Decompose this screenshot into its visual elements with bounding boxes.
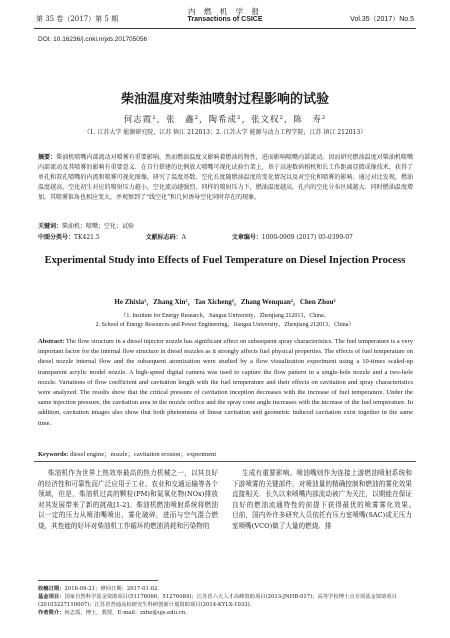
abstract-en-text: The flow structure in a diesel injector nozzle has significant effect on subsequent spray characteristics. The fuel temperature is a very important factor for the internal flow structure in diesel nozzles as it strongly affects fuel physical properties. The effects of fuel temperature on diesel nozzle internal flow and the subsequent atomization were studied by a flow visualization experiment using a 10-times scaled-up transparent acrylic model nozzle. A high-speed digital camera was used to capture the flow pattern in a single-hole nozzle and a two-hole nozzle. Variations of flow coefficient and cavitation length with the fuel temperature and their effects on cavitation and spray characteristics were analyzed. The results show that the critical pressure of cavitation inception decreases with the increase of fuel temperature. Under the same injection pressure, the cavitation area in the nozzle orifice and the spray cone angle increases with the increase of the fuel temperature. In addition, cavitation images also show that both phenomena of linear cavitation and geometric induced cavitation exist together in the same time. (38, 338, 413, 427)
keywords-en-text: diesel engine；nozzle；cavitation erosion；experiment (69, 451, 217, 458)
title-cn: 柴油温度对柴油喷射过程影响的试验 (120, 92, 329, 107)
affiliation-en-line: 2. School of Energy Resources and Power Engineering，Jiangsu University，Zhenjiang 212013，China） (95, 322, 355, 328)
title-en: Experimental Study into Effects of Fuel Temperature on Diesel Injection Process (44, 255, 406, 266)
keywords-en (38, 449, 413, 458)
affiliation-cn: （1. 江苏大学 能源研究院，江苏 镇江 212013；2. 江苏大学 能源与动力工程学院，江苏 镇江 212013） (83, 129, 367, 136)
doi: DOI: 10.16236/j.cnki.nrjxb.201705056 (38, 36, 148, 43)
fund-label: 基金项目： (38, 594, 65, 600)
article-no-label: 文章编号： (231, 234, 262, 241)
abstract-cn-label: 摘要： (38, 154, 57, 161)
author-label: 作者简介： (38, 610, 65, 616)
header-journal-en: Transactions of CSICE (187, 16, 263, 23)
article-number (232, 234, 375, 241)
abstract-cn-text: 柴油机喷嘴内部流动对喷雾有重要影响，然而燃油温度又影响着燃油的物性，进而影响喷嘴内部流动。因而研究燃油温度对柴油机喷嘴内部流动及其喷雾的影响有重要意义．在自行搭建的比例放大喷嘴可视化试验台架上，基于高速数码相机和长工作距离显微成像技术，获得了单孔和双孔喷嘴的内流和喷雾可视化图像，研究了温度基数、空化长度随燃油温度的变化情况以及对空化和喷雾的影响。通过对比发现，燃油温度越高，空化初生对应的喷射压力越小，空化流动越强烈，同样的喷射压力下，燃油温度越高，孔内的空化分布区域越大．同时燃油温度增加，其喷雾锥角也相应变大，并观察到了“线空化”和几何诱导空化同时存在的现象。 (38, 154, 413, 201)
clc-code (38, 234, 122, 241)
affiliation-en-line: （1. Institute for Energy Research，Jiangsu University，Zhenjiang 212013，China； (120, 313, 330, 319)
authors-cn: 何志霞¹，张 鑫²，陶希成²，张文权²，陈 寿² (123, 115, 327, 125)
header-divider (34, 28, 416, 29)
received-label: 收稿日期： (38, 586, 65, 592)
affiliation-en (40, 312, 410, 330)
clc-value: TK421.5 (74, 234, 100, 241)
footnote-received (38, 585, 413, 593)
abstract-cn (38, 153, 413, 203)
body-column-right: 生成有重要影响。喷油嘴则作为连接上游燃油喷射系统和下游喷雾的关键部件，对喷油量的精确控制和燃油的雾化效果直接相关．长久以来喷嘴内部流动被广为关注，以期能在保证良好的燃油流通特性的前提下获得最优的喷雾雾化效果。 目前，国内外许多研究人员依托有压力室喷嘴(SAC)或无压力室喷嘴(VCO)做了大量的燃烧、排 (232, 469, 426, 530)
header-volume-issue-cn: 第 35 卷（2017）第 5 期 (36, 15, 119, 23)
keywords-cn-label: 关键词： (38, 223, 63, 230)
received-value: 2016-09-21；修回日期：2017-01-02. (64, 586, 160, 592)
authors-en: He Zhixia¹，Zhang Xin²，Tao Xicheng²，Zhang Wenquan²，Chen Zhou² (114, 298, 336, 306)
keywords-en-label: Keywords: (38, 451, 69, 458)
document-code (146, 234, 208, 241)
doc-code-label: 文献标志码： (145, 234, 182, 241)
keywords-cn-text: 柴油机；喷嘴；空化；试验 (62, 223, 135, 230)
footnote-fund (38, 593, 413, 609)
footnote-author (38, 609, 413, 617)
keywords-cn (38, 221, 413, 230)
doc-code-value: A (181, 234, 186, 241)
body-divider (34, 461, 416, 462)
body-column-left: 柴油机作为世界上热效率最高的热力机械之一，以其良好的经济性和可靠性而广泛应用于工业、农业和交通运输等各个领域，但是，柴油机过高的颗粒(PM)和氮氧化物(NOx)排放对其发展带来了新的挑战[1-2]。柴油机燃油喷射系统将燃油以一定的压力从喷油嘴喷出，雾化破碎，进而与空气混合燃烧，其性能的好坏对柴油机工作循环的燃油消耗和污染物的 (38, 469, 218, 530)
article-no-value: 1000-0909 (2017) 05-0399-07 (261, 234, 353, 241)
author-value: 何志霞，博士，教授，E-mail：zxhe@ujs.edu.cn. (64, 610, 187, 616)
abstract-en-label: Abstract: (38, 338, 65, 345)
fund-value: 国家自然科学基金资助项目(51176066，51276084)；江苏省六大人才高峰资助项目(2013-JNHB-017)；高等学校博士点专项基金资助项目(20103227110007)；江苏省普通高校研究生科研创新计划资助项目(2014-KYLX-1033). (38, 594, 397, 608)
header-volume-issue-en: Vol.35（2017）No.5 (350, 16, 414, 23)
classification-row (38, 232, 413, 241)
footnote-divider (38, 580, 158, 581)
footnotes (38, 585, 413, 617)
abstract-en (38, 337, 413, 429)
clc-label: 中图分类号： (38, 234, 75, 241)
header-journal-cn: 内 燃 机 学 报 (187, 7, 263, 16)
